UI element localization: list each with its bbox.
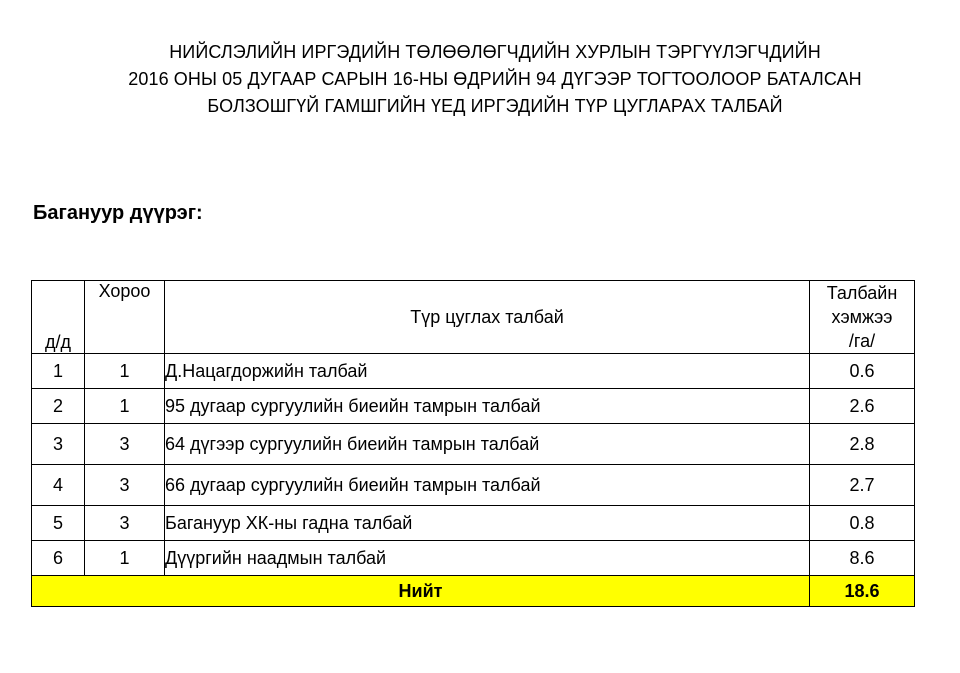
row-area: 8.6: [810, 541, 915, 576]
row-no: 2: [32, 389, 85, 424]
header-area-line-2: хэмжээ: [831, 307, 893, 327]
row-no: 4: [32, 465, 85, 506]
header-site: Түр цуглах талбай: [165, 281, 810, 354]
row-no: 6: [32, 541, 85, 576]
heading-line-1: НИЙСЛЭЛИЙН ИРГЭДИЙН ТӨЛӨӨЛӨГЧДИЙН ХУРЛЫН ТЭРГҮҮЛЭГЧДИЙН: [169, 42, 821, 62]
row-khoroo: 3: [85, 465, 165, 506]
row-site: Багануур ХК-ны гадна талбай: [165, 506, 810, 541]
row-area: 0.8: [810, 506, 915, 541]
row-area: 2.6: [810, 389, 915, 424]
row-no: 1: [32, 354, 85, 389]
row-area: 0.6: [810, 354, 915, 389]
header-no: д/д: [32, 281, 85, 354]
row-site: 66 дугаар сургуулийн биеийн тамрын талбай: [165, 465, 810, 506]
district-title: Багануур дүүрэг:: [33, 202, 203, 224]
row-no: 3: [32, 424, 85, 465]
table-row: [32, 424, 915, 465]
table-row: [32, 465, 915, 506]
row-khoroo: 1: [85, 354, 165, 389]
total-label: Нийт: [32, 576, 810, 607]
row-khoroo: 3: [85, 424, 165, 465]
row-khoroo: 1: [85, 541, 165, 576]
row-site: 64 дүгээр сургуулийн биеийн тамрын талбай: [165, 424, 810, 465]
header-khoroo: Хороо: [85, 281, 165, 354]
row-khoroo: 1: [85, 389, 165, 424]
total-value: 18.6: [810, 576, 915, 607]
row-khoroo: 3: [85, 506, 165, 541]
row-site: Д.Нацагдоржийн талбай: [165, 354, 810, 389]
row-site: Дүүргийн наадмын талбай: [165, 541, 810, 576]
heading-line-3: БОЛЗОШГҮЙ ГАМШГИЙН ҮЕД ИРГЭДИЙН ТҮР ЦУГЛАРАХ ТАЛБАЙ: [207, 96, 783, 116]
table-row: [32, 389, 915, 424]
gathering-sites-table: [31, 280, 915, 607]
row-area: 2.7: [810, 465, 915, 506]
document-heading: [0, 39, 960, 120]
table-header-row: [32, 281, 915, 354]
table-row: [32, 354, 915, 389]
header-area: [810, 281, 915, 354]
table-row: [32, 541, 915, 576]
header-area-line-3: /га/: [848, 331, 876, 351]
total-row: [32, 576, 915, 607]
row-site: 95 дугаар сургуулийн биеийн тамрын талбай: [165, 389, 810, 424]
row-no: 5: [32, 506, 85, 541]
header-area-line-1: Талбайн: [826, 283, 898, 303]
table-row: [32, 506, 915, 541]
row-area: 2.8: [810, 424, 915, 465]
heading-line-2: 2016 ОНЫ 05 ДУГААР САРЫН 16-НЫ ӨДРИЙН 94 ДҮГЭЭР ТОГТООЛООР БАТАЛСАН: [128, 69, 862, 89]
